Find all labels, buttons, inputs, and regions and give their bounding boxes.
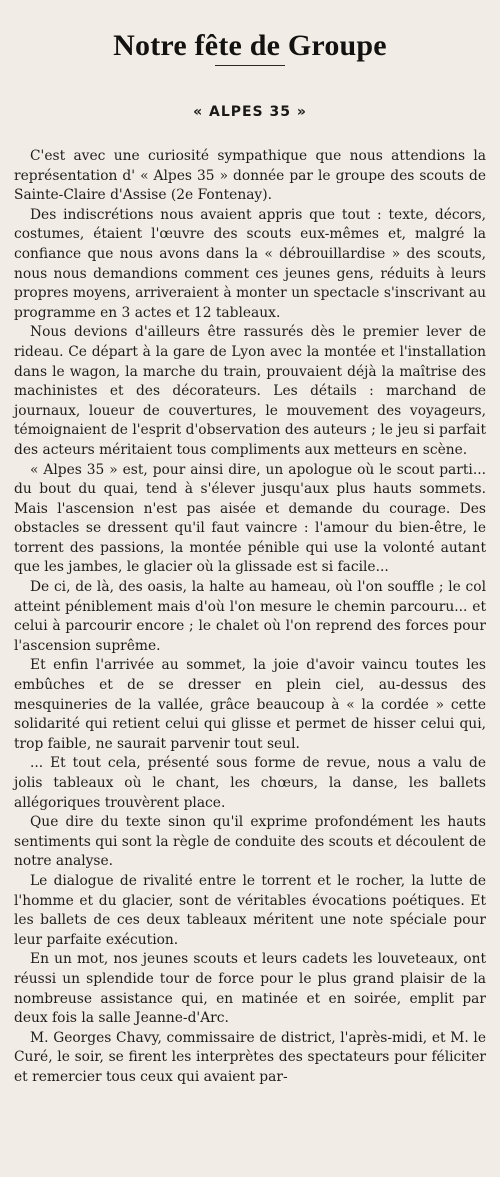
paragraph: Le dialogue de rivalité entre le torrent et le rocher, la lutte de l'homme et du glacier, sont de véritables évocations poétiques. Et les ballets de ces deux tableaux méritent une note spéciale pour leur parfaite exécution. [14, 872, 486, 948]
paragraph: « Alpes 35 » est, pour ainsi dire, un apologue où le scout parti... du bout du quai, tend à s'élever jusqu'aux plus hauts sommets. Mais l'ascension n'est pas aisée et demande du courage. Des obstacles se dressent qu'il faut vaincre : l'amour du bien-être, le torrent des passions, la montée pénible qui use la volonté autant que les jambes, le glacier où la glissade est si facile... [14, 461, 486, 576]
paragraph: Des indiscrétions nous avaient appris que tout : texte, décors, costumes, étaient l'œuvre des scouts eux-mêmes et, malgré la confiance que nous avons dans la « débrouillardise » des scouts, nous nous demandions comment ces jeunes gens, réduits à leurs propres moyens, arriveraient à monter un spectacle s'inscrivant au programme en 3 actes et 12 tableaux. [14, 206, 486, 321]
title-divider [215, 65, 285, 66]
article-body [14, 147, 486, 1088]
paragraph: Et enfin l'arrivée au sommet, la joie d'avoir vaincu toutes les embûches et de se dresser en plein ciel, au-dessus des mesquineries de la vallée, grâce beaucoup à « la cordée » cette solidarité qui retient celui qui glisse et permet de hisser celui qui, trop faible, ne saurait parvenir tout seul. [14, 657, 486, 752]
paragraph: Nous devions d'ailleurs être rassurés dès le premier lever de rideau. Ce départ à la gare de Lyon avec la montée et l'installation dans le wagon, la marche du train, prouvaient déjà la maîtrise des machinistes et des décorateurs. Les détails : marchand de journaux, loueur de couvertures, le mouvement des voyageurs, témoignaient de l'esprit d'observation des auteurs ; le jeu si parfait des acteurs méritaient tous compliments aux metteurs en scène. [14, 324, 486, 458]
paragraph: C'est avec une curiosité sympathique que nous attendions la représentation d' « Alpes 35 » donnée par le groupe des scouts de Sainte-Claire d'Assise (2e Fontenay). [14, 148, 486, 204]
paragraph: En un mot, nos jeunes scouts et leurs cadets les louveteaux, ont réussi un splendide tour de force pour le plus grand plaisir de la nombreuse assistance qui, en matinée et en soirée, emplit par deux fois la salle Jeanne-d'Arc. [14, 951, 486, 1027]
paragraph: M. Georges Chavy, commissaire de district, l'après-midi, et M. le Curé, le soir, se firent les interprètes des spectateurs pour féliciter et remercier tous ceux qui avaient par- [14, 1029, 486, 1085]
paragraph: Que dire du texte sinon qu'il exprime profondément les hauts sentiments qui sont la règle de conduite des scouts et découlent de notre analyse. [14, 814, 486, 870]
paragraph: De ci, de là, des oasis, la halte au hameau, où l'on souffle ; le col atteint péniblement mais d'où l'on mesure le chemin parcouru... et celui à parcourir encore ; le chalet où l'on reprend des forces pour l'ascension suprême. [14, 579, 486, 654]
article-title: Notre fête de Groupe [113, 29, 387, 63]
article-subtitle: « ALPES 35 » [193, 104, 307, 120]
paragraph: ... Et tout cela, présenté sous forme de revue, nous a valu de jolis tableaux où le chant, les chœurs, la danse, les ballets allégoriques trouvèrent place. [14, 755, 486, 811]
